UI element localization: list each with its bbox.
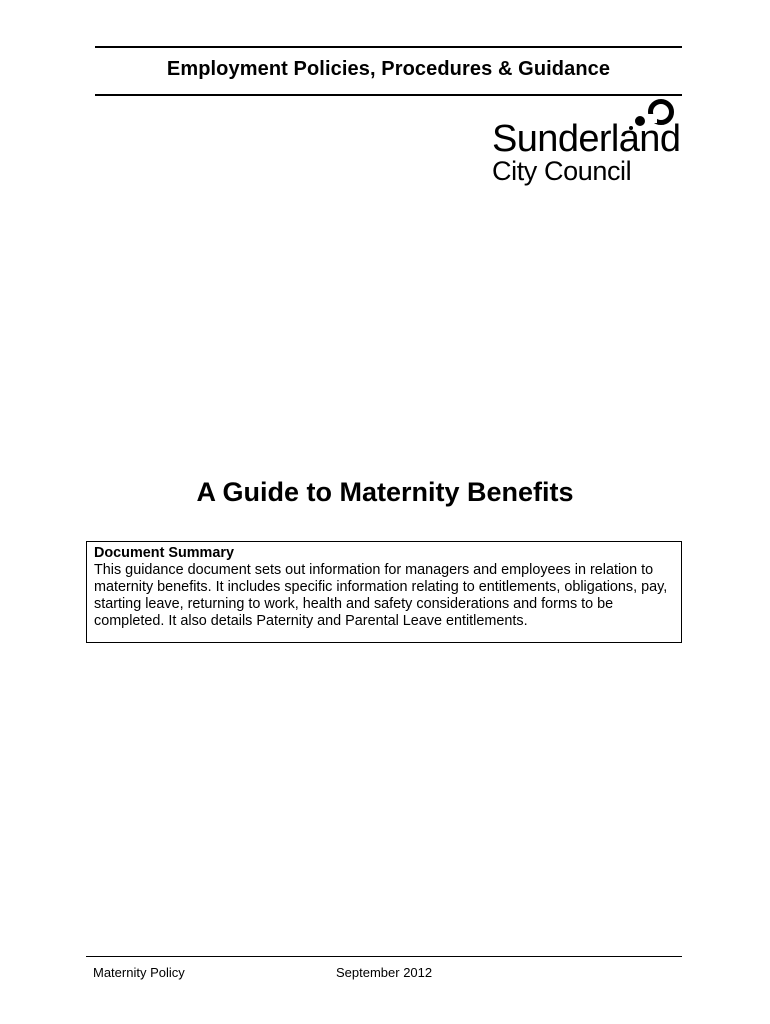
council-logo (490, 97, 690, 192)
logo-wordmark-sunderland: Sunderland (492, 118, 681, 160)
page-header-title: Employment Policies, Procedures & Guidance (166, 58, 611, 80)
document-summary-box (86, 541, 682, 643)
document-title: A Guide to Maternity Benefits (196, 477, 574, 507)
header-top-rule (95, 46, 682, 48)
logo-wordmark-city-council: City Council (492, 156, 632, 186)
summary-body: This guidance document sets out information for managers and employees in relation to maternity benefits. It includes specific information relating to entitlements, obligations, pay, starting leave, returning to work, health and safety considerations and forms to be completed. It also details Paternity and Parental Leave entitlements. (94, 562, 668, 629)
footer-date: September 2012 (336, 965, 433, 980)
header-bottom-rule (95, 94, 682, 96)
summary-heading: Document Summary (94, 545, 234, 561)
footer-policy-name: Maternity Policy (93, 965, 185, 980)
footer-rule (86, 956, 682, 957)
